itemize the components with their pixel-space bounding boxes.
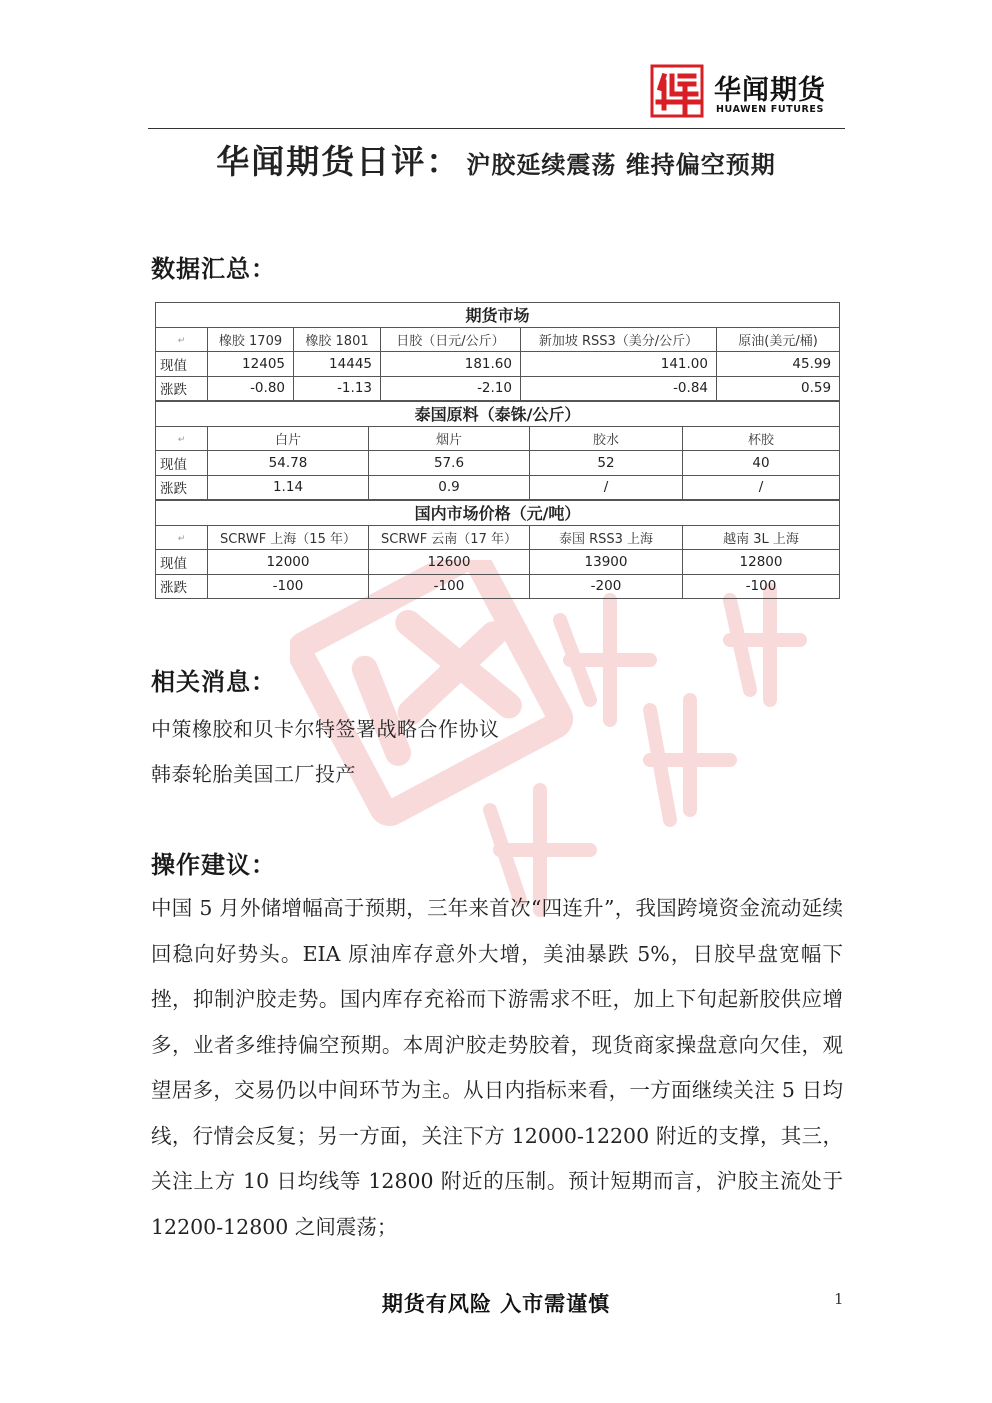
- table-row: [156, 352, 840, 377]
- row-label: 涨跌: [156, 574, 208, 599]
- table-cell: 14445: [294, 352, 381, 377]
- domestic-header-row: [156, 525, 840, 550]
- data-summary-table: [155, 302, 839, 602]
- row-label: 涨跌: [156, 376, 208, 401]
- table-row: [156, 451, 840, 476]
- futures-header: 橡胶 1709: [208, 327, 294, 352]
- table-row: [156, 475, 840, 500]
- table-cell: 141.00: [521, 352, 717, 377]
- table-cell: -200: [530, 574, 683, 599]
- domestic-header: SCRWF 上海（15 年）: [208, 525, 369, 550]
- brand-logo: [650, 64, 846, 118]
- table-row: [156, 550, 840, 575]
- row-label: 现值: [156, 451, 208, 476]
- table-cell: 52: [530, 451, 683, 476]
- page-number: 1: [834, 1290, 844, 1308]
- table-row: [156, 376, 840, 401]
- thai-header: 白片: [208, 426, 369, 451]
- table-cell: 12600: [369, 550, 530, 575]
- table-cell: 12800: [683, 550, 840, 575]
- risk-disclaimer: 期货有风险 入市需谨慎: [381, 1291, 611, 1316]
- thai-section-title: 泰国原料（泰铢/公斤）: [156, 402, 840, 427]
- domestic-section-row: [156, 501, 840, 526]
- summary-heading: 数据汇总：: [151, 254, 276, 283]
- table-row: [156, 574, 840, 599]
- table-cell: 0.9: [369, 475, 530, 500]
- row-label: 涨跌: [156, 475, 208, 500]
- table-corner: ↵: [156, 525, 208, 550]
- table-cell: -0.84: [521, 376, 717, 401]
- table-cell: -100: [683, 574, 840, 599]
- news-item: 韩泰轮胎美国工厂投产: [151, 762, 356, 786]
- table-cell: 57.6: [369, 451, 530, 476]
- thai-section-row: [156, 402, 840, 427]
- domestic-header: SCRWF 云南（17 年）: [369, 525, 530, 550]
- thai-header: 杯胶: [683, 426, 840, 451]
- futures-header: 原油(美元/桶): [717, 327, 840, 352]
- futures-header: 新加坡 RSS3（美分/公斤）: [521, 327, 717, 352]
- futures-header-row: [156, 327, 840, 352]
- table-cell: 12000: [208, 550, 369, 575]
- table-cell: /: [530, 475, 683, 500]
- thai-header: 烟片: [369, 426, 530, 451]
- table-cell: -0.80: [208, 376, 294, 401]
- table-cell: 40: [683, 451, 840, 476]
- table-cell: 12405: [208, 352, 294, 377]
- futures-section-row: [156, 303, 840, 328]
- futures-section-title: 期货市场: [156, 303, 840, 328]
- huawen-logo-icon: [650, 64, 704, 118]
- futures-header: 橡胶 1801: [294, 327, 381, 352]
- table-cell: 45.99: [717, 352, 840, 377]
- table-cell: -100: [208, 574, 369, 599]
- domestic-section-title: 国内市场价格（元/吨）: [156, 501, 840, 526]
- thai-header-row: [156, 426, 840, 451]
- table-cell: 54.78: [208, 451, 369, 476]
- news-heading: 相关消息：: [151, 667, 276, 696]
- table-corner: ↵: [156, 426, 208, 451]
- table-cell: -2.10: [381, 376, 521, 401]
- header-rule: [148, 128, 845, 129]
- advice-heading: 操作建议：: [151, 850, 276, 879]
- brand-name-en: HUAWEN FUTURES: [716, 104, 824, 115]
- domestic-header: 泰国 RSS3 上海: [530, 525, 683, 550]
- advice-paragraph: 中国 5 月外储增幅高于预期，三年来首次“四连升”，我国跨境资金流动延续回稳向好势头。EIA 原油库存意外大增，美油暴跌 5%，日胶早盘宽幅下挫，抑制沪胶走势。国内库存充裕而下游需求不旺，加上下旬起新胶供应增多，业者多维持偏空预期。本周沪胶走势胶着，现货商家操盘意向欠佳，观望居多，交易仍以中间环节为主。从日内指标来看，一方面继续关注 5 日均线，行情会反复；另一方面，关注下方 12000-12200 附近的支撑，其三，关注上方 10 日均线等 12800 附近的压制。预计短期而言，沪胶主流处于 12200-12800 之间震荡；: [151, 896, 843, 1239]
- row-label: 现值: [156, 550, 208, 575]
- table-cell: /: [683, 475, 840, 500]
- brand-name-cn: 华闻期货: [714, 75, 826, 106]
- report-title: [150, 136, 842, 183]
- table-cell: -100: [369, 574, 530, 599]
- table-cell: 0.59: [717, 376, 840, 401]
- title-subtitle: 沪胶延续震荡 维持偏空预期: [466, 150, 776, 179]
- table-cell: -1.13: [294, 376, 381, 401]
- futures-header: 日胶（日元/公斤）: [381, 327, 521, 352]
- title-main: 华闻期货日评：: [216, 142, 462, 181]
- table-cell: 13900: [530, 550, 683, 575]
- table-corner: ↵: [156, 327, 208, 352]
- thai-header: 胶水: [530, 426, 683, 451]
- table-cell: 181.60: [381, 352, 521, 377]
- news-item: 中策橡胶和贝卡尔特签署战略合作协议: [151, 717, 500, 741]
- row-label: 现值: [156, 352, 208, 377]
- domestic-header: 越南 3L 上海: [683, 525, 840, 550]
- table-cell: 1.14: [208, 475, 369, 500]
